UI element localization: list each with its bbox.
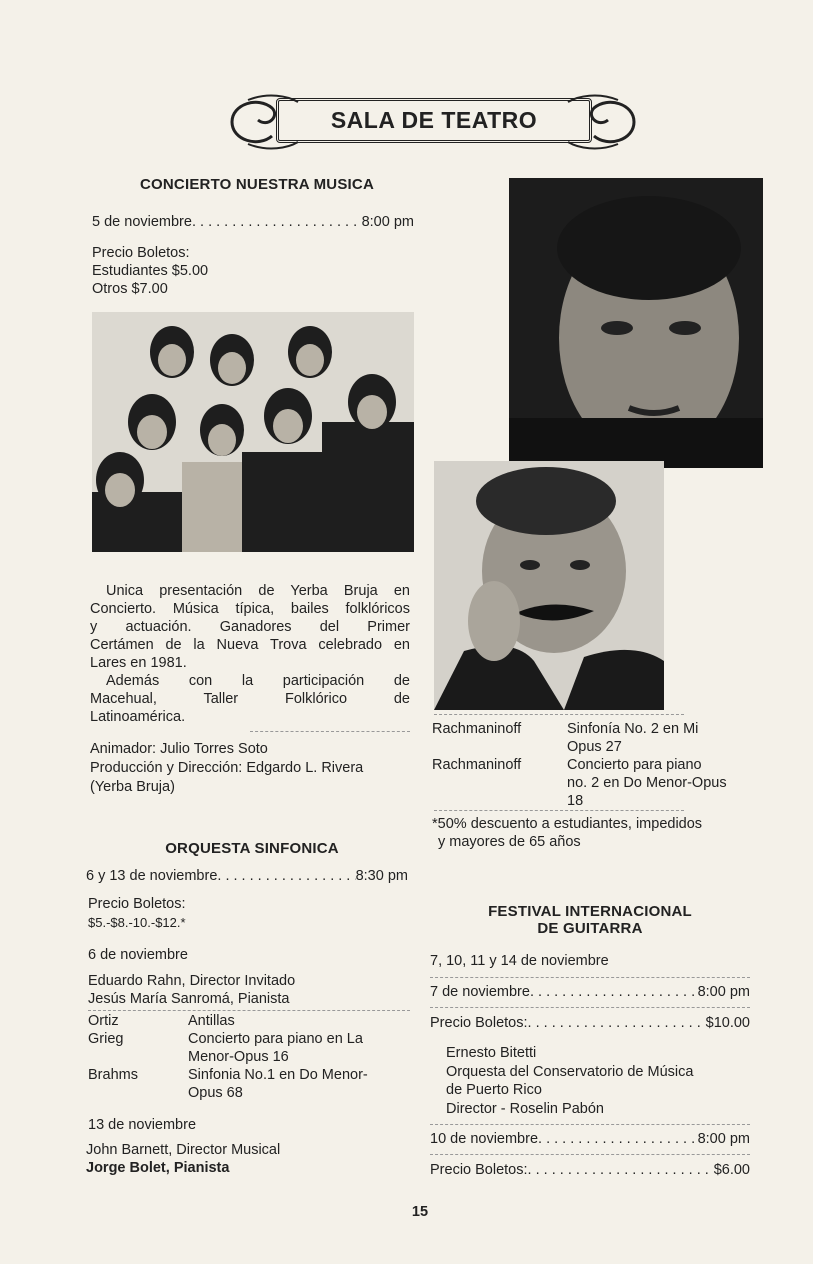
page-number: 15 <box>411 1204 429 1220</box>
orquesta-price-label: Precio Boletos: <box>88 896 186 912</box>
composer: Rachmaninoff <box>432 721 522 737</box>
description-line: Certámen de la Nueva Trova celebrado en <box>90 637 410 653</box>
festival-show1-date: 7 de noviembre <box>430 984 530 1000</box>
orquesta-dates: 6 y 13 de noviembre <box>86 868 218 884</box>
orquesta-title: ORQUESTA SINFONICA <box>165 840 339 857</box>
group-photo-image <box>92 312 414 552</box>
description-line: Lares en 1981. <box>90 655 187 671</box>
festival-title: DE GUITARRA <box>537 920 643 937</box>
festival-show2-time: 8:00 pm <box>697 1131 750 1147</box>
header-ornament <box>228 90 638 154</box>
leader-dots <box>538 1130 698 1148</box>
composer: Rachmaninoff <box>432 757 522 773</box>
program-row <box>432 774 762 792</box>
leader-dots <box>217 867 355 885</box>
divider <box>250 731 410 732</box>
concierto-description <box>90 582 410 726</box>
orquesta-price-values: $5.-$8.-10.-$12.* <box>88 915 186 930</box>
work: Antillas <box>188 1013 235 1029</box>
orquesta-date-1: 6 de noviembre <box>88 947 188 963</box>
program-row <box>88 1048 418 1066</box>
concierto-date: 5 de noviembre <box>92 214 192 230</box>
composer: Ortiz <box>88 1013 119 1029</box>
work: Concierto para piano en La <box>188 1031 363 1047</box>
program-row <box>432 792 762 810</box>
description-line: y actuación. Ganadores del Primer <box>90 619 410 635</box>
orquesta-performer: Jorge Bolet, Pianista <box>86 1160 230 1176</box>
festival-show1-price-row <box>430 1014 750 1032</box>
yerba-bruja-photo <box>92 312 414 552</box>
concierto-date-row <box>92 213 414 231</box>
leader-dots <box>192 213 362 231</box>
orquesta-time: 8:30 pm <box>355 868 408 884</box>
work: no. 2 en Do Menor-Opus <box>567 775 727 791</box>
concierto-produccion-group: (Yerba Bruja) <box>90 779 175 795</box>
description-line: Además con la participación de <box>106 673 410 689</box>
work: Sinfonia No.1 en Do Menor- <box>188 1067 368 1083</box>
program-row <box>88 1012 418 1030</box>
orquesta-performer: Eduardo Rahn, Director Invitado <box>88 973 296 989</box>
program-row <box>432 720 762 738</box>
festival-performer: Director - Roselin Pabón <box>446 1101 604 1117</box>
program-row <box>88 1030 418 1048</box>
festival-performer: Orquesta del Conservatorio de Música <box>446 1064 694 1080</box>
work: Concierto para piano <box>567 757 702 773</box>
description-line: Unica presentación de Yerba Bruja en <box>106 583 410 599</box>
discount-note: *50% descuento a estudiantes, impedidos <box>432 816 703 832</box>
pianist-portrait-photo <box>509 178 763 468</box>
orquesta-date-row <box>86 867 408 885</box>
divider <box>430 977 750 978</box>
description-line: Latinoamérica. <box>90 709 186 725</box>
concierto-produccion: Producción y Dirección: Edgardo L. Rivera <box>90 760 364 776</box>
work: Sinfonía No. 2 en Mi <box>567 721 699 737</box>
program-list-1 <box>88 1012 418 1102</box>
work: 18 <box>567 793 584 809</box>
divider <box>88 1010 410 1011</box>
festival-show1-time: 8:00 pm <box>697 984 750 1000</box>
page-title: SALA DE TEATRO <box>276 98 592 143</box>
festival-show2-date: 10 de noviembre <box>430 1131 539 1147</box>
festival-show2-price-row <box>430 1161 750 1179</box>
composer: Grieg <box>88 1031 124 1047</box>
festival-title: FESTIVAL INTERNACIONAL <box>488 903 692 920</box>
festival-dates: 7, 10, 11 y 14 de noviembre <box>430 953 609 969</box>
concierto-title: CONCIERTO NUESTRA MUSICA <box>140 176 374 193</box>
program-row <box>432 738 762 756</box>
concierto-price-label: Precio Boletos: <box>92 245 190 261</box>
program-list-2 <box>432 720 762 810</box>
orquesta-performer: Jesús María Sanromá, Pianista <box>88 991 290 1007</box>
festival-price-label: Precio Boletos: <box>430 1015 528 1031</box>
composer: Brahms <box>88 1067 138 1083</box>
description-line: Macehual, Taller Folklórico de <box>90 691 410 707</box>
festival-show2-price: $6.00 <box>713 1162 750 1178</box>
portrait-image <box>509 178 763 468</box>
festival-performer: de Puerto Rico <box>446 1082 542 1098</box>
festival-show1-price: $10.00 <box>705 1015 750 1031</box>
concierto-price-others: Otros $7.00 <box>92 281 168 297</box>
description-line: Concierto. Música típica, bailes folklóricos <box>90 601 410 617</box>
festival-price-label: Precio Boletos: <box>430 1162 528 1178</box>
work: Menor-Opus 16 <box>188 1049 289 1065</box>
portrait-image <box>434 461 664 710</box>
leader-dots <box>528 1014 706 1032</box>
work: Opus 27 <box>567 739 622 755</box>
festival-performer: Ernesto Bitetti <box>446 1045 537 1061</box>
festival-show1-row <box>430 983 750 1001</box>
program-row <box>88 1084 418 1102</box>
concierto-price-students: Estudiantes $5.00 <box>92 263 209 279</box>
conductor-portrait-photo <box>434 461 664 710</box>
festival-show2-row <box>430 1130 750 1148</box>
leader-dots <box>528 1161 714 1179</box>
program-row <box>88 1066 418 1084</box>
divider <box>430 1124 750 1125</box>
divider <box>434 810 684 811</box>
leader-dots <box>530 983 698 1001</box>
divider <box>430 1007 750 1008</box>
concierto-animador: Animador: Julio Torres Soto <box>90 741 268 757</box>
orquesta-performer: John Barnett, Director Musical <box>86 1142 281 1158</box>
program-row <box>432 756 762 774</box>
concierto-time: 8:00 pm <box>361 214 414 230</box>
divider <box>434 714 684 715</box>
work: Opus 68 <box>188 1085 243 1101</box>
orquesta-date-2: 13 de noviembre <box>88 1117 197 1133</box>
divider <box>430 1154 750 1155</box>
discount-note: y mayores de 65 años <box>438 834 581 850</box>
